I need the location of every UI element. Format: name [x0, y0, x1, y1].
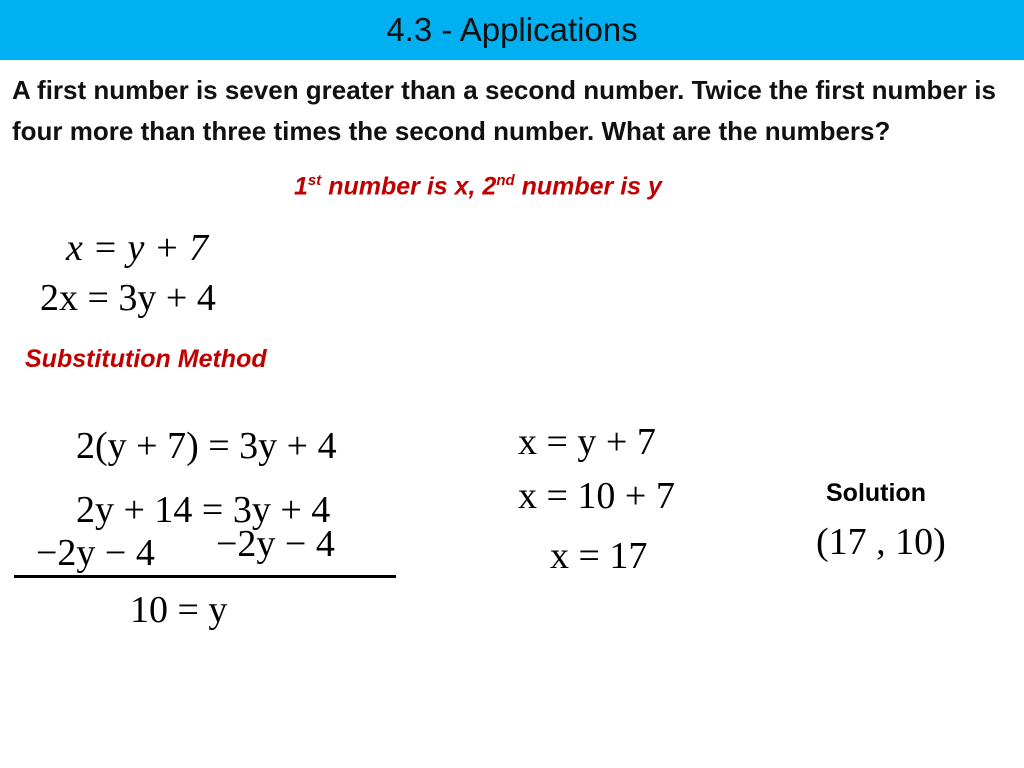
- system-equation-2: [40, 276, 216, 320]
- method-label: Substitution Method: [25, 345, 267, 373]
- word-problem: A first number is seven greater than a second number. Twice the first number is four more than three times the second number. What are the numbers?: [12, 75, 996, 146]
- work-line-3-left: −2y − 4: [36, 532, 155, 574]
- subtraction-rule: [14, 575, 396, 578]
- eq1-text: x = y + 7: [66, 227, 209, 269]
- work-line-1: 2(y + 7) = 3y + 4: [76, 425, 337, 467]
- back-sub-line-3: x = 17: [550, 535, 648, 577]
- slide-title: 4.3 - Applications: [386, 11, 638, 48]
- definition-prefix-sup: st: [307, 172, 322, 189]
- variable-definition: [294, 164, 662, 203]
- definition-mid: number is x, 2: [321, 172, 497, 201]
- definition-suffix: number is y: [514, 172, 662, 201]
- definition-prefix: 1: [294, 172, 308, 201]
- work-result: 10 = y: [130, 589, 228, 631]
- eq2-text: 2x = 3y + 4: [40, 277, 216, 319]
- work-line-3-right: −2y − 4: [216, 523, 335, 565]
- back-sub-line-1: x = y + 7: [518, 421, 656, 463]
- solution-label: Solution: [826, 479, 926, 507]
- definition-mid-sup: nd: [496, 172, 515, 189]
- work-line-2: 2y + 14 = 3y + 4: [76, 489, 331, 531]
- back-sub-line-2: x = 10 + 7: [518, 475, 675, 517]
- solution-pair: (17 , 10): [816, 521, 946, 563]
- system-equation-1: [66, 226, 208, 270]
